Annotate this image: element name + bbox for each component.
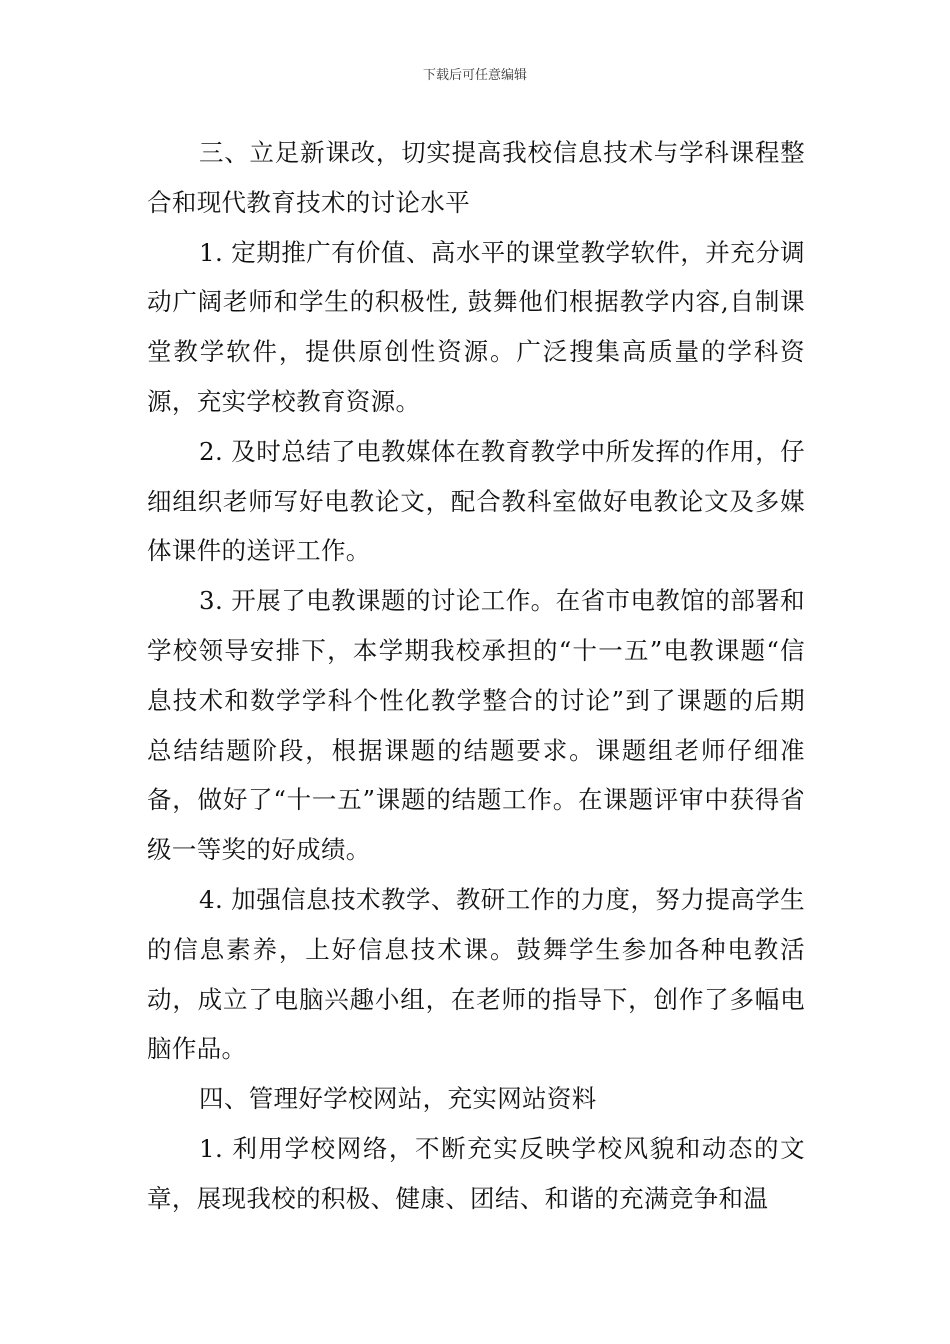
paragraph-item-1: 1. 定期推广有价值、高水平的课堂教学软件，并充分调动广阔老师和学生的积极性, 鼓舞他们根据教学内容,自制课堂教学软件，提供原创性资源。广泛搜集高质量的学科资源，充实学校教育资源。	[147, 237, 805, 416]
paragraph-item-4-1: 1. 利用学校网络，不断充实反映学校风貌和动态的文章，展现我校的积极、健康、团结、和谐的充满竞争和温	[147, 1133, 805, 1213]
paragraph-item-4: 4. 加强信息技术教学、教研工作的力度，努力提高学生的信息素养，上好信息技术课。鼓舞学生参加各种电教活动，成立了电脑兴趣小组，在老师的指导下，创作了多幅电脑作品。	[147, 884, 805, 1064]
section-heading-4: 四、管理好学校网站，充实网站资料	[199, 1084, 597, 1114]
section-heading-3: 三、立足新课改，切实提高我校信息技术与学科课程整合和现代教育技术的讨论水平	[147, 138, 805, 217]
paragraph-item-2: 2. 及时总结了电教媒体在教育教学中所发挥的作用，仔细组织老师写好电教论文，配合教科室做好电教论文及多媒体课件的送评工作。	[147, 436, 805, 566]
document-body	[147, 128, 805, 1224]
page-header: 下载后可任意编辑	[422, 68, 527, 83]
paragraph-item-3: 3. 开展了电教课题的讨论工作。在省市电教馆的部署和学校领导安排下，本学期我校承担的“十一五”电教课题“信息技术和数学学科个性化教学整合的讨论”到了课题的后期总结结题阶段，根据课题的结题要求。课题组老师仔细准备，做好了“十一五”课题的结题工作。在课题评审中获得省级一等奖的好成绩。	[147, 586, 805, 865]
